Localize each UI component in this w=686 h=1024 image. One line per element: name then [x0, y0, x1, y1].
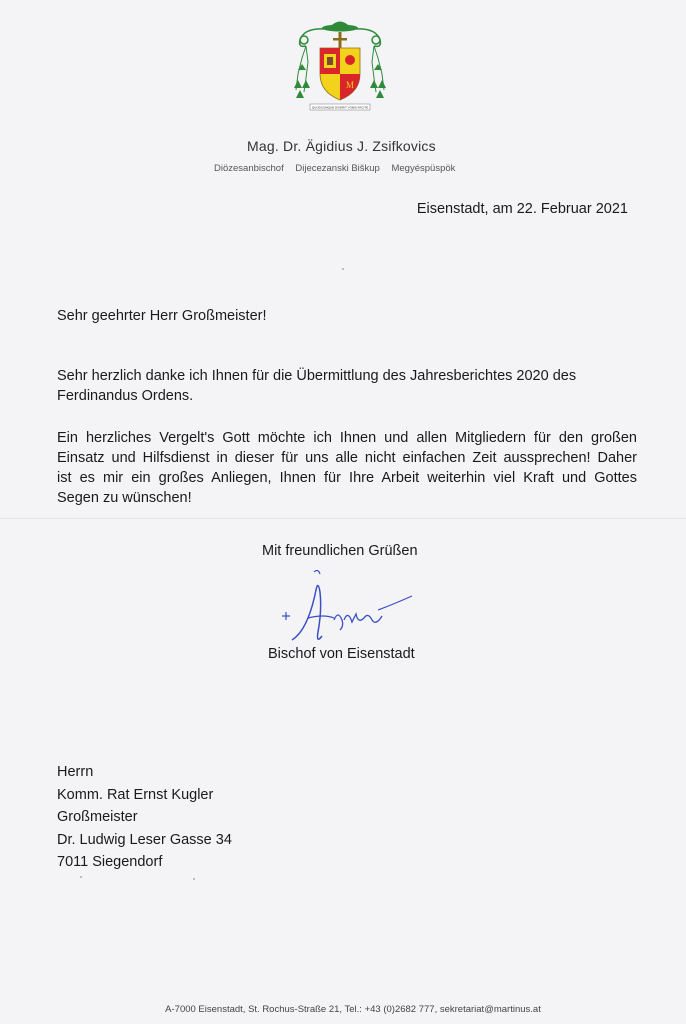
paragraph-2-line: Segen zu wünschen!: [57, 490, 192, 506]
address-line: 7011 Siegendorf: [57, 854, 163, 870]
paragraph-1: [57, 366, 637, 406]
sender-name: Mag. Dr. Ägidius J. Zsifkovics: [247, 138, 436, 154]
title-german: Diözesanbischof: [214, 163, 284, 174]
signature-icon: [278, 570, 418, 650]
coat-of-arms-icon: [294, 18, 386, 118]
svg-text:M: M: [346, 80, 355, 90]
letter-date: Eisenstadt, am 22. Februar 2021: [416, 201, 628, 217]
paragraph-1-line: Sehr herzlich danke ich Ihnen für die Übermittlung des Jahresberichtes 2020 des: [57, 368, 577, 384]
recipient-address: [57, 761, 232, 874]
paper-speck: [80, 876, 82, 878]
address-line: Herrn: [57, 764, 94, 780]
footer-contact: A-7000 Eisenstadt, St. Rochus-Straße 21, Tel.: +43 (0)2682 777, sekretariat@martinus.at: [165, 1004, 541, 1015]
closing: Mit freundlichen Grüßen: [262, 543, 418, 559]
address-line: Großmeister: [57, 809, 138, 825]
title-croatian: Dijecezanski Biškup: [295, 163, 380, 174]
paper-fold: [0, 518, 686, 519]
paper-speck: [193, 878, 195, 880]
paragraph-2: [57, 428, 637, 508]
sender-titles: [214, 163, 464, 174]
signatory-role: Bischof von Eisenstadt: [268, 646, 415, 662]
coat-motto: QUODCUMQUE DIXERIT VOBIS FACITE: [311, 105, 369, 110]
address-line: Komm. Rat Ernst Kugler: [57, 786, 214, 803]
salutation: Sehr geehrter Herr Großmeister!: [57, 308, 267, 324]
address-line: Dr. Ludwig Leser Gasse 34: [57, 831, 232, 848]
paragraph-2-line: Einsatz und Hilfsdienst in dieser für uns alle nicht einfachen Zeit aussprechen! Daher: [57, 450, 637, 466]
paragraph-1-line: Ferdinandus Ordens.: [57, 388, 194, 404]
paragraph-2-line: Ein herzliches Vergelt's Gott möchte ich Ihnen und allen Mitgliedern für den großen: [57, 430, 637, 446]
paper-speck: [342, 268, 344, 270]
paragraph-2-line: ist es mir ein großes Anliegen, Ihnen für Ihre Arbeit weiterhin viel Kraft und Gottes: [57, 470, 637, 486]
title-hungarian: Megyéspüspök: [391, 163, 456, 174]
